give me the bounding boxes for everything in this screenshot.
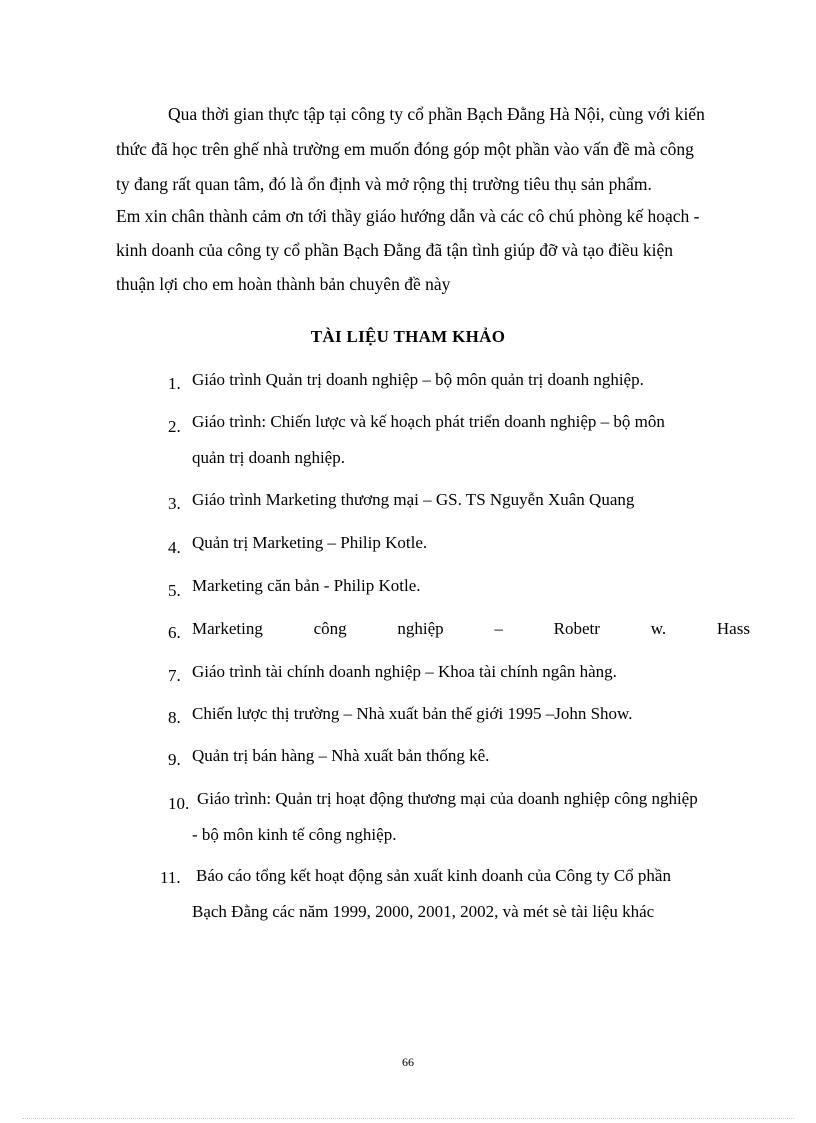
ref-text-continuation: Bạch Đằng các năm 1999, 2000, 2001, 2002, và mét sè tài liệu khác bbox=[192, 902, 655, 921]
ref-text bbox=[192, 412, 750, 432]
ref-text: Giáo trình tài chính doanh nghiệp – Khoa tài chính ngân hàng. bbox=[192, 662, 617, 681]
ref-number: 9. bbox=[168, 750, 181, 769]
intro-line-5: kinh doanh của công ty cổ phần Bạch Đằng đã tận tình giúp đỡ và tạo điều kiện bbox=[116, 240, 673, 260]
ref-text-spread bbox=[192, 619, 750, 639]
ref-text: Chiến lược thị trường – Nhà xuất bản thế giới 1995 –John Show. bbox=[192, 704, 633, 723]
ref-number: 5. bbox=[168, 581, 181, 600]
ref-text: Báo cáo tổng kết hoạt động sản xuất kinh doanh của Công ty Cổ phần bbox=[196, 866, 671, 885]
intro-line-1: Qua thời gian thực tập tại công ty cổ phần Bạch Đằng Hà Nội, cùng với kiến bbox=[168, 104, 705, 124]
ref-number: 11. bbox=[160, 868, 181, 887]
ref-text-continuation: - bộ môn kinh tế công nghiệp. bbox=[192, 825, 397, 844]
ref-word: nghiệp bbox=[397, 619, 444, 638]
ref-number: 1. bbox=[168, 374, 181, 393]
intro-line-6: thuận lợi cho em hoàn thành bản chuyên đề này bbox=[116, 274, 451, 294]
ref-text: Giáo trình: Quản trị hoạt động thương mại của doanh nghiệp công nghiệp bbox=[197, 789, 698, 808]
ref-word: w. bbox=[650, 619, 667, 638]
ref-number: 6. bbox=[168, 623, 181, 642]
ref-text: Marketing căn bản - Philip Kotle. bbox=[192, 576, 421, 595]
ref-number: 4. bbox=[168, 538, 181, 557]
ref-text-continuation: quản trị doanh nghiệp. bbox=[192, 448, 345, 467]
ref-number: 8. bbox=[168, 708, 181, 727]
ref-word: Hass bbox=[716, 619, 750, 638]
ref-text: Giáo trình Quản trị doanh nghiệp – bộ môn quản trị doanh nghiệp. bbox=[192, 370, 644, 389]
ref-number: 3. bbox=[168, 494, 181, 513]
page-number: 66 bbox=[402, 1055, 414, 1069]
ref-number: 2. bbox=[168, 417, 181, 436]
ref-text-line: Giáo trình: Chiến lược và kế hoạch phát triển doanh nghiệp – bộ môn bbox=[192, 412, 665, 431]
intro-line-3: ty đang rất quan tâm, đó là ổn định và mở rộng thị trường tiêu thụ sản phẩm. bbox=[116, 174, 652, 194]
ref-word: Robetr bbox=[553, 619, 600, 638]
ref-number: 7. bbox=[168, 666, 181, 685]
ref-word: công bbox=[313, 619, 347, 638]
ref-text: Giáo trình Marketing thương mại – GS. TS Nguyễn Xuân Quang bbox=[192, 490, 635, 509]
ref-text: Quản trị Marketing – Philip Kotle. bbox=[192, 533, 428, 552]
ref-number: 10. bbox=[168, 794, 190, 813]
intro-line-2: thức đã học trên ghế nhà trường em muốn đóng góp một phần vào vấn đề mà công bbox=[116, 139, 694, 159]
intro-line-4: Em xin chân thành cảm ơn tới thầy giáo hướng dẫn và các cô chú phòng kế hoạch - bbox=[116, 206, 700, 226]
ref-word: – bbox=[494, 619, 503, 638]
page-footer-divider bbox=[22, 1118, 794, 1119]
ref-word: Marketing bbox=[192, 619, 263, 638]
references-title: TÀI LIỆU THAM KHẢO bbox=[310, 327, 506, 346]
ref-text: Quản trị bán hàng – Nhà xuất bản thống kê. bbox=[192, 746, 490, 765]
